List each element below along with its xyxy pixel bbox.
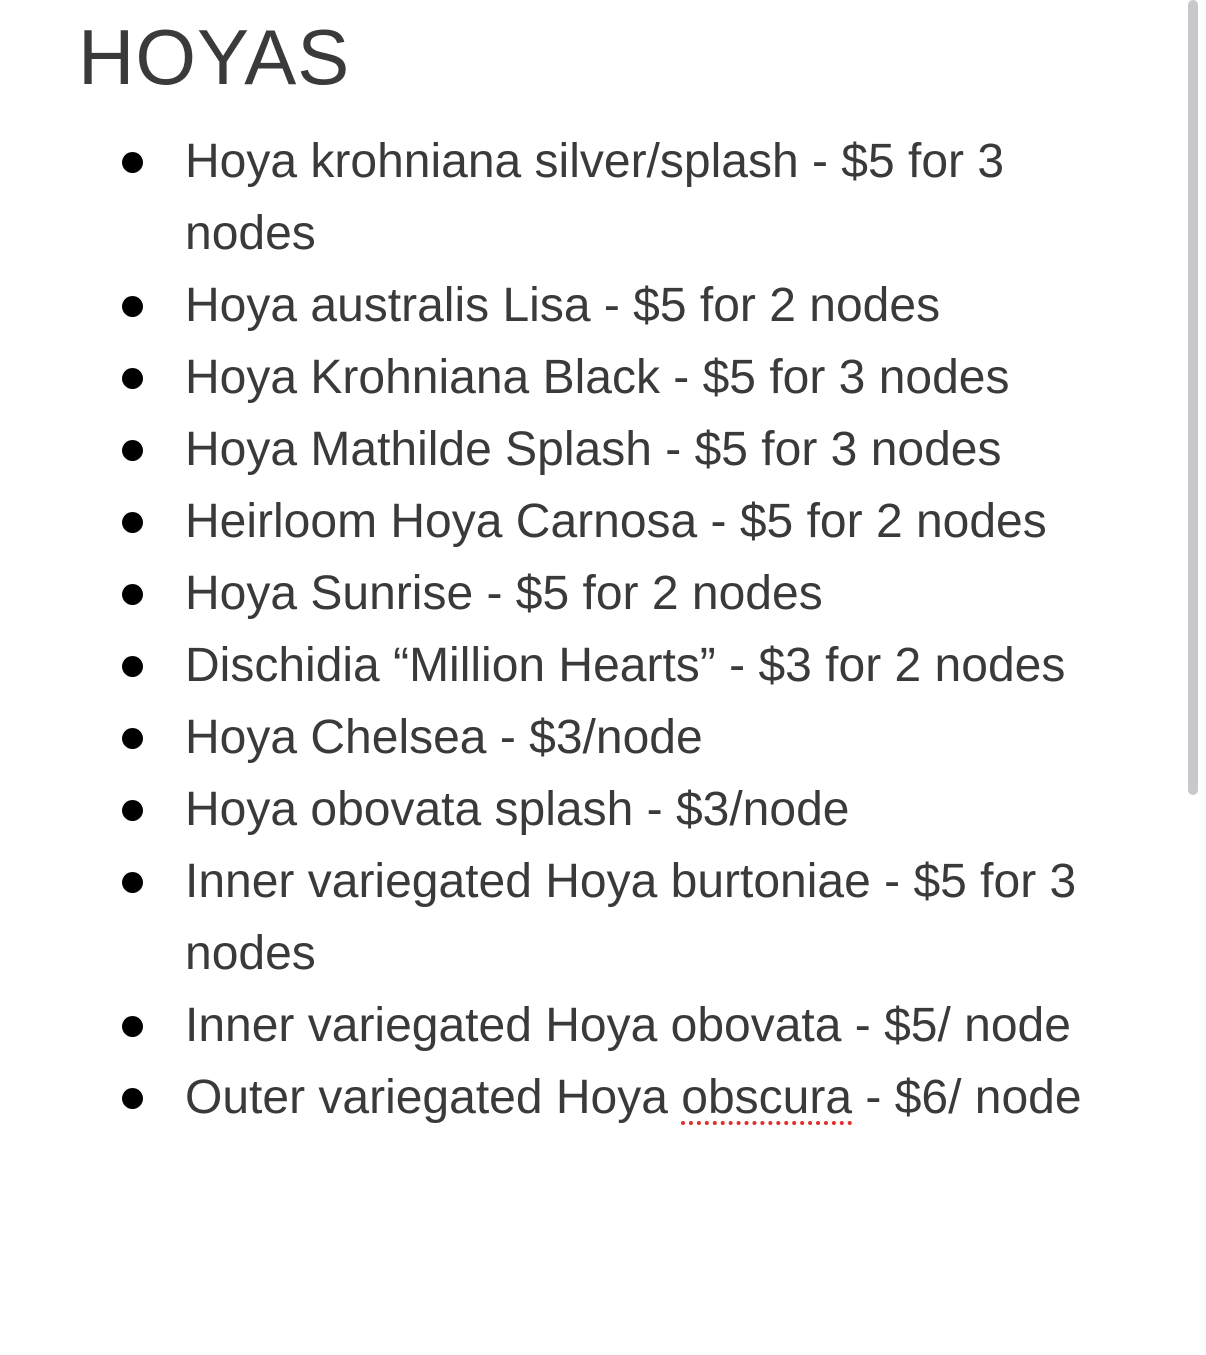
bullet-icon — [122, 1088, 143, 1109]
list-item-text-after: - $6/ node — [852, 1071, 1082, 1124]
list-item[interactable] — [0, 486, 1180, 558]
list-item-text: Heirloom Hoya Carnosa - $5 for 2 nodes — [185, 495, 1047, 548]
list-item-text: Hoya krohniana silver/splash - $5 for 3 nodes — [185, 135, 1005, 260]
hoya-list — [0, 126, 1180, 1134]
list-item[interactable] — [0, 1062, 1180, 1134]
bullet-icon — [122, 296, 143, 317]
list-item-text: Hoya Chelsea - $3/node — [185, 711, 703, 764]
list-item[interactable] — [0, 630, 1180, 702]
list-item[interactable] — [0, 270, 1180, 342]
list-item[interactable] — [0, 702, 1180, 774]
list-item-text: Hoya australis Lisa - $5 for 2 nodes — [185, 279, 941, 332]
note-title: HOYAS — [78, 13, 351, 101]
list-item[interactable] — [0, 126, 1180, 270]
list-item[interactable] — [0, 342, 1180, 414]
list-item-text: Hoya Sunrise - $5 for 2 nodes — [185, 567, 823, 620]
bullet-icon — [122, 872, 143, 893]
bullet-icon — [122, 584, 143, 605]
list-item-text: Hoya obovata splash - $3/node — [185, 783, 850, 836]
list-item-text: Inner variegated Hoya burtoniae - $5 for 3 nodes — [185, 855, 1077, 980]
bullet-icon — [122, 800, 143, 821]
list-item-text: Inner variegated Hoya obovata - $5/ node — [185, 999, 1071, 1052]
list-item[interactable] — [0, 774, 1180, 846]
vertical-scrollbar[interactable] — [1188, 0, 1198, 795]
bullet-icon — [122, 368, 143, 389]
list-item[interactable] — [0, 846, 1180, 990]
list-item-text: Hoya Mathilde Splash - $5 for 3 nodes — [185, 423, 1002, 476]
bullet-icon — [122, 656, 143, 677]
list-item-text: Dischidia “Million Hearts” - $3 for 2 nodes — [185, 639, 1066, 692]
bullet-icon — [122, 152, 143, 173]
list-item-text-before: Outer variegated Hoya — [185, 1071, 682, 1124]
list-item[interactable] — [0, 990, 1180, 1062]
bullet-icon — [122, 512, 143, 533]
bullet-icon — [122, 1016, 143, 1037]
list-item-text: Hoya Krohniana Black - $5 for 3 nodes — [185, 351, 1010, 404]
list-item[interactable] — [0, 558, 1180, 630]
bullet-icon — [122, 440, 143, 461]
list-item[interactable] — [0, 414, 1180, 486]
bullet-icon — [122, 728, 143, 749]
misspelled-word[interactable]: obscura — [681, 1071, 853, 1124]
